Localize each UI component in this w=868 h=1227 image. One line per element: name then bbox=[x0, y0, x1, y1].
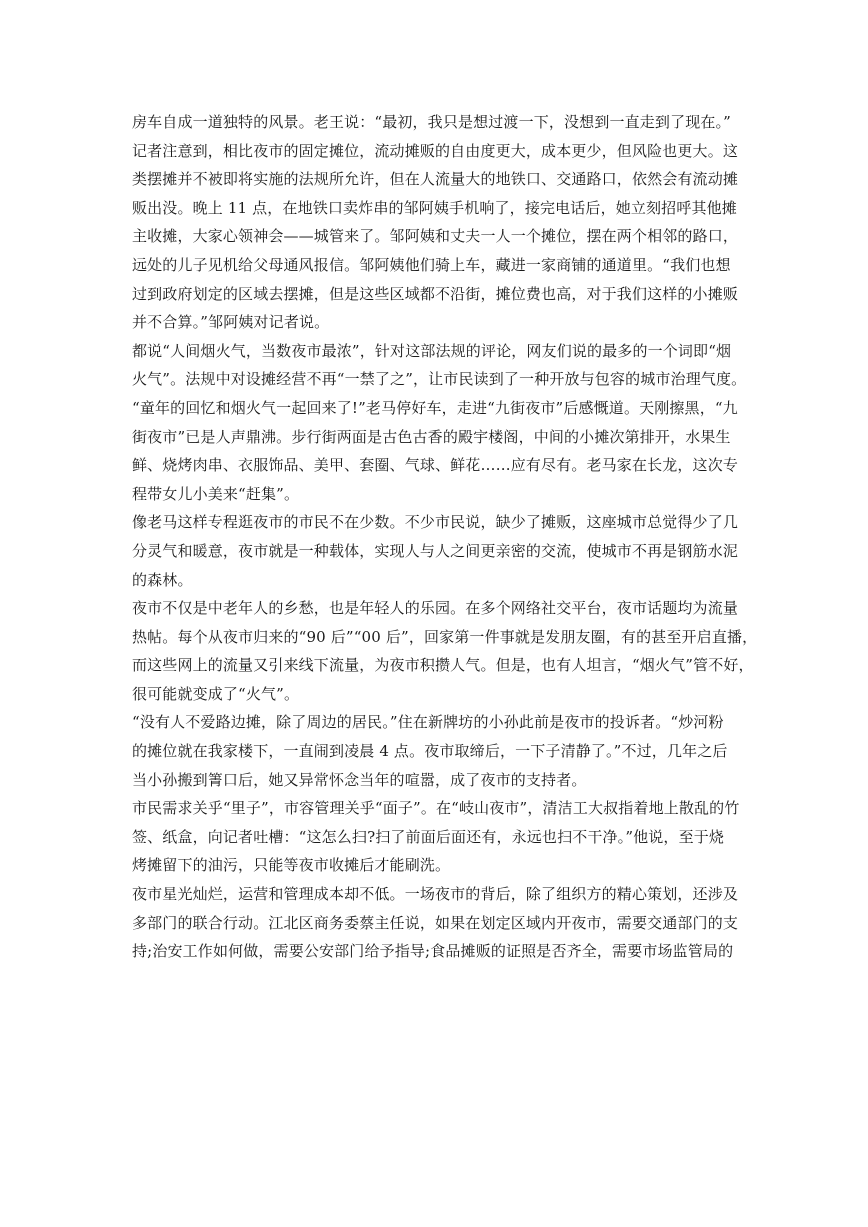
text-line: “童年的回忆和烟火气一起回来了!”老马停好车，走进“九街夜市”后感慨道。天刚擦黑，“九 bbox=[132, 398, 738, 417]
text-line: 房车自成一道独特的风景。老王说：“最初，我只是想过渡一下，没想到一直走到了现在。” bbox=[132, 113, 731, 131]
text-line: 热帖。每个从夜市归来的“90 后”“00 后”，回家第一件事就是发朋友圈，有的甚至开启直播， bbox=[132, 627, 758, 646]
text-line: 很可能就变成了“火气”。 bbox=[132, 684, 300, 703]
text-line: 烤摊留下的油污，只能等夜市收摊后才能刷洗。 bbox=[132, 856, 451, 875]
text-line: 签、纸盒，向记者吐槽：“这怎么扫?扫了前面后面还有，永远也扫不干净。”他说，至于烧 bbox=[132, 827, 725, 846]
text-line: 的森林。 bbox=[132, 570, 193, 589]
text-line: 火气”。法规中对设摊经营不再“一禁了之”，让市民读到了一种开放与包容的城市治理气度。 bbox=[132, 370, 747, 389]
text-line: 分灵气和暖意，夜市就是一种载体，实现人与人之间更亲密的交流，使城市不再是钢筋水泥 bbox=[132, 541, 739, 560]
text-line: 的摊位就在我家楼下，一直闹到凌晨 4 点。夜市取缔后，一下子清静了。”不过，几年之后 bbox=[132, 742, 728, 761]
text-line: 街夜市”已是人声鼎沸。步行街两面是古色古香的殿宇楼阁，中间的小摊次第排开，水果生 bbox=[132, 427, 731, 446]
text-line: 市民需求关乎“里子”，市容管理关乎“面子”。在“岐山夜市”，清洁工大叔指着地上散乱的竹 bbox=[132, 799, 740, 818]
text-line: 远处的儿子见机给父母通风报信。邹阿姨他们骑上车，藏进一家商铺的通道里。“我们也想 bbox=[132, 255, 731, 274]
text-line: 多部门的联合行动。江北区商务委蔡主任说，如果在划定区域内开夜市，需要交通部门的支 bbox=[132, 913, 739, 932]
text-line: 夜市不仅是中老年人的乡愁，也是年轻人的乐园。在多个网络社交平台，夜市话题均为流量 bbox=[132, 599, 739, 618]
article-body bbox=[132, 108, 782, 966]
text-line: 并不合算。”邹阿姨对记者说。 bbox=[132, 313, 330, 332]
text-line: 当小孙搬到箐口后，她又异常怀念当年的喧嚣，成了夜市的支持者。 bbox=[132, 770, 587, 789]
text-line: 像老马这样专程逛夜市的市民不在少数。不少市民说，缺少了摊贩，这座城市总觉得少了几 bbox=[132, 513, 739, 532]
text-line: 记者注意到，相比夜市的固定摊位，流动摊贩的自由度更大，成本更少，但风险也更大。这 bbox=[132, 141, 739, 160]
text-line: 都说“人间烟火气，当数夜市最浓”，针对这部法规的评论，网友们说的最多的一个词即“烟 bbox=[132, 341, 732, 360]
text-line: 夜市星光灿烂，运营和管理成本却不低。一场夜市的背后，除了组织方的精心策划，还涉及 bbox=[132, 885, 739, 904]
text-line: 类摆摊并不被即将实施的法规所允许，但在人流量大的地铁口、交通路口，依然会有流动摊 bbox=[132, 170, 739, 189]
text-line: 主收摊，大家心领神会——城管来了。邹阿姨和丈夫一人一个摊位，摆在两个相邻的路口， bbox=[132, 227, 739, 246]
text-line: 而这些网上的流量又引来线下流量，为夜市积攒人气。但是，也有人坦言，“烟火气”管不好， bbox=[132, 656, 754, 675]
text-line: 鲜、烧烤肉串、衣服饰品、美甲、套圈、气球、鲜花……应有尽有。老马家在长龙，这次专 bbox=[132, 456, 739, 475]
text-line: “没有人不爱路边摊，除了周边的居民。”住在新牌坊的小孙此前是夜市的投诉者。“炒河粉 bbox=[132, 713, 724, 732]
text-line: 持;治安工作如何做，需要公安部门给予指导;食品摊贩的证照是否齐全，需要市场监管局的 bbox=[132, 942, 734, 961]
text-line: 贩出没。晚上 11 点，在地铁口卖炸串的邹阿姨手机响了，接完电话后，她立刻招呼其他摊 bbox=[132, 198, 737, 217]
text-line: 过到政府划定的区域去摆摊，但是这些区域都不沿街，摊位费也高，对于我们这样的小摊贩 bbox=[132, 284, 739, 303]
text-line: 程带女儿小美来“赶集”。 bbox=[132, 484, 300, 503]
